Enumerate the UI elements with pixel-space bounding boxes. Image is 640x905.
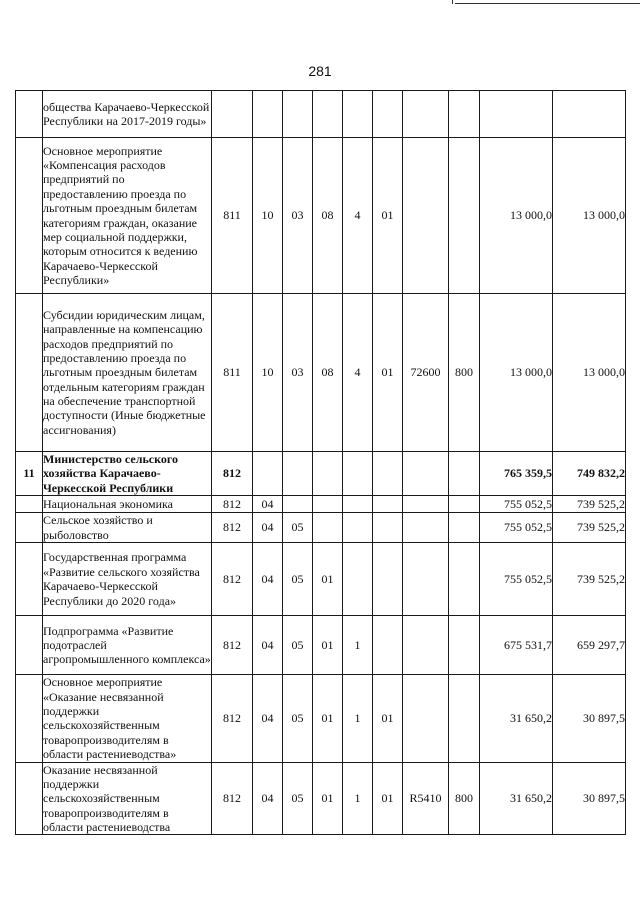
amount-2018: 31 650,2 — [480, 762, 553, 835]
subsection-code: 05 — [283, 675, 313, 762]
direction-code — [403, 452, 449, 496]
amount-2019: 739 525,2 — [553, 543, 626, 616]
table-row — [16, 452, 626, 496]
subsection-code — [283, 452, 313, 496]
expense-type-code — [449, 543, 480, 616]
table-row — [16, 762, 626, 835]
budget-table — [15, 90, 626, 835]
ministry-code: 812 — [212, 496, 253, 513]
direction-code — [403, 496, 449, 513]
subprogram-code — [343, 452, 373, 496]
table-row — [16, 675, 626, 762]
direction-code — [403, 513, 449, 543]
scan-border-line — [455, 3, 640, 4]
row-name: Основное мероприятие «Компенсация расходов предприятий по предоставлению проезда по льготным проездным билетам категориям граждан, оказание мер социальной поддержки, которым относится к ведению Карачаево-Черкесской Республики» — [43, 138, 212, 294]
row-index — [16, 762, 43, 835]
amount-2019: 30 897,5 — [553, 675, 626, 762]
ministry-code — [212, 91, 253, 138]
subprogram-code — [343, 91, 373, 138]
direction-code — [403, 675, 449, 762]
amount-2018: 755 052,5 — [480, 513, 553, 543]
event-code — [373, 91, 403, 138]
page-number: 281 — [308, 63, 332, 79]
amount-2019 — [553, 91, 626, 138]
row-name: общества Карачаево-Черкесской Республики на 2017-2019 годы» — [43, 91, 212, 138]
expense-type-code — [449, 452, 480, 496]
subsection-code — [283, 496, 313, 513]
ministry-code: 811 — [212, 294, 253, 452]
ministry-code: 812 — [212, 452, 253, 496]
section-code: 04 — [253, 675, 283, 762]
ministry-code: 812 — [212, 543, 253, 616]
amount-2019: 659 297,7 — [553, 616, 626, 675]
section-code — [253, 91, 283, 138]
program-code — [313, 496, 343, 513]
row-index — [16, 138, 43, 294]
subprogram-code — [343, 513, 373, 543]
expense-type-code — [449, 496, 480, 513]
event-code: 01 — [373, 294, 403, 452]
section-code: 10 — [253, 294, 283, 452]
amount-2018: 755 052,5 — [480, 543, 553, 616]
row-name: Подпрограмма «Развитие подотраслей агропромышленного комплекса» — [43, 616, 212, 675]
row-name: Субсидии юридическим лицам, направленные на компенсацию расходов предприятий по предоставлению проезда по льготным проездным билетам отдельным категориям граждан на обеспечение транспортной доступности (Иные бюджетные ассигнования) — [43, 294, 212, 452]
row-index — [16, 513, 43, 543]
event-code: 01 — [373, 675, 403, 762]
subsection-code: 05 — [283, 616, 313, 675]
direction-code — [403, 616, 449, 675]
amount-2019: 749 832,2 — [553, 452, 626, 496]
subprogram-code: 4 — [343, 138, 373, 294]
direction-code — [403, 543, 449, 616]
expense-type-code: 800 — [449, 294, 480, 452]
event-code — [373, 452, 403, 496]
ministry-code: 812 — [212, 762, 253, 835]
expense-type-code — [449, 91, 480, 138]
subsection-code: 05 — [283, 543, 313, 616]
subprogram-code — [343, 496, 373, 513]
expense-type-code — [449, 138, 480, 294]
row-index — [16, 543, 43, 616]
amount-2018: 13 000,0 — [480, 138, 553, 294]
expense-type-code — [449, 675, 480, 762]
subsection-code: 05 — [283, 762, 313, 835]
table-row — [16, 513, 626, 543]
table-row — [16, 543, 626, 616]
event-code: 01 — [373, 138, 403, 294]
ministry-code: 812 — [212, 616, 253, 675]
amount-2018: 755 052,5 — [480, 496, 553, 513]
table-row — [16, 616, 626, 675]
event-code — [373, 496, 403, 513]
amount-2019: 739 525,2 — [553, 496, 626, 513]
section-code: 04 — [253, 616, 283, 675]
expense-type-code — [449, 616, 480, 675]
amount-2019: 13 000,0 — [553, 138, 626, 294]
program-code — [313, 513, 343, 543]
row-index — [16, 91, 43, 138]
ministry-code: 811 — [212, 138, 253, 294]
row-name: Министерство сельского хозяйства Карачаево-Черкесской Республики — [43, 452, 212, 496]
row-name: Основное мероприятие «Оказание несвязанной поддержки сельскохозяйственным товаропроизводителям в области растениеводства» — [43, 675, 212, 762]
amount-2018: 675 531,7 — [480, 616, 553, 675]
amount-2018 — [480, 91, 553, 138]
program-code: 08 — [313, 138, 343, 294]
row-name: Национальная экономика — [43, 496, 212, 513]
subprogram-code: 1 — [343, 616, 373, 675]
expense-type-code: 800 — [449, 762, 480, 835]
subprogram-code: 1 — [343, 762, 373, 835]
section-code: 04 — [253, 762, 283, 835]
subprogram-code — [343, 543, 373, 616]
direction-code: R5410 — [403, 762, 449, 835]
table-row — [16, 496, 626, 513]
event-code — [373, 513, 403, 543]
section-code: 10 — [253, 138, 283, 294]
subprogram-code: 4 — [343, 294, 373, 452]
subsection-code — [283, 91, 313, 138]
amount-2019: 30 897,5 — [553, 762, 626, 835]
program-code — [313, 452, 343, 496]
program-code — [313, 91, 343, 138]
subprogram-code: 1 — [343, 675, 373, 762]
table-row — [16, 294, 626, 452]
row-index — [16, 294, 43, 452]
section-code: 04 — [253, 543, 283, 616]
section-code: 04 — [253, 513, 283, 543]
amount-2018: 765 359,5 — [480, 452, 553, 496]
direction-code — [403, 138, 449, 294]
section-code: 04 — [253, 496, 283, 513]
program-code: 01 — [313, 675, 343, 762]
direction-code — [403, 91, 449, 138]
expense-type-code — [449, 513, 480, 543]
program-code: 01 — [313, 543, 343, 616]
row-name: Государственная программа «Развитие сельского хозяйства Карачаево-Черкесской Республики до 2020 года» — [43, 543, 212, 616]
table-row — [16, 91, 626, 138]
program-code: 01 — [313, 616, 343, 675]
row-index — [16, 616, 43, 675]
ministry-code: 812 — [212, 675, 253, 762]
subsection-code: 03 — [283, 138, 313, 294]
scan-border-tick — [452, 0, 453, 4]
section-code — [253, 452, 283, 496]
direction-code: 72600 — [403, 294, 449, 452]
row-name: Оказание несвязанной поддержки сельскохозяйственным товаропроизводителям в области растениеводства — [43, 762, 212, 835]
row-name: Сельское хозяйство и рыболовство — [43, 513, 212, 543]
ministry-code: 812 — [212, 513, 253, 543]
amount-2019: 739 525,2 — [553, 513, 626, 543]
event-code — [373, 616, 403, 675]
row-index — [16, 675, 43, 762]
program-code: 01 — [313, 762, 343, 835]
amount-2018: 31 650,2 — [480, 675, 553, 762]
subsection-code: 03 — [283, 294, 313, 452]
amount-2019: 13 000,0 — [553, 294, 626, 452]
event-code — [373, 543, 403, 616]
event-code: 01 — [373, 762, 403, 835]
table-row — [16, 138, 626, 294]
row-index: 11 — [16, 452, 43, 496]
amount-2018: 13 000,0 — [480, 294, 553, 452]
row-index — [16, 496, 43, 513]
subsection-code: 05 — [283, 513, 313, 543]
program-code: 08 — [313, 294, 343, 452]
